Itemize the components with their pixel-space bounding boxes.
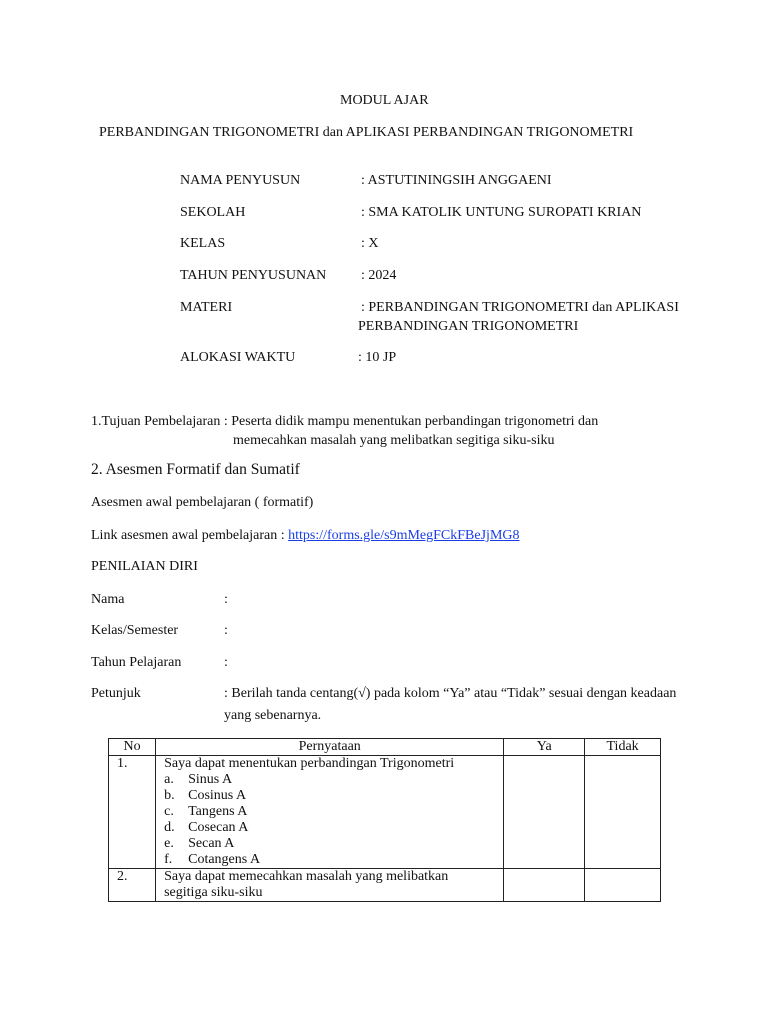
list-marker: e. bbox=[164, 836, 174, 851]
tujuan-line-1: 1.Tujuan Pembelajaran : Peserta didik mampu menentukan perbandingan trigonometri dan bbox=[91, 414, 599, 429]
identity-value-materi: : PERBANDINGAN TRIGONOMETRI dan APLIKASI bbox=[361, 300, 679, 315]
list-item bbox=[164, 820, 503, 836]
asesmen-link-label: Link asesmen awal pembelajaran : bbox=[91, 528, 289, 543]
field-colon-tahun-pelajaran: : bbox=[224, 655, 228, 670]
penilaian-diri-table bbox=[108, 738, 661, 902]
identity-value-materi-cont: PERBANDINGAN TRIGONOMETRI bbox=[358, 319, 579, 334]
identity-label-tahun: TAHUN PENYUSUNAN bbox=[180, 268, 327, 283]
petunjuk-line-2: yang sebenarnya. bbox=[224, 708, 322, 723]
table-header-ya: Ya bbox=[504, 739, 585, 756]
list-item bbox=[164, 788, 503, 804]
option-text: Cosinus A bbox=[188, 788, 247, 803]
document-subtitle: PERBANDINGAN TRIGONOMETRI dan APLIKASI PERBANDINGAN TRIGONOMETRI bbox=[99, 125, 634, 140]
table-header-no: No bbox=[109, 739, 156, 756]
row-statement: Saya dapat memecahkan masalah yang melibatkan bbox=[164, 869, 449, 884]
list-item bbox=[164, 772, 503, 788]
identity-value-kelas: : X bbox=[361, 236, 379, 251]
row-statement-cell bbox=[156, 869, 504, 902]
identity-value-nama: : ASTUTININGSIH ANGGAENI bbox=[361, 173, 552, 188]
list-marker: d. bbox=[164, 820, 175, 835]
table-row bbox=[109, 869, 661, 902]
asesmen-link[interactable]: https://forms.gle/s9mMegFCkFBeJjMG8 bbox=[288, 528, 520, 543]
list-item bbox=[164, 836, 503, 852]
field-label-kelas-semester: Kelas/Semester bbox=[91, 623, 179, 638]
identity-label-kelas: KELAS bbox=[180, 236, 226, 251]
option-text: Tangens A bbox=[188, 804, 248, 819]
list-marker: c. bbox=[164, 804, 174, 819]
tidak-checkbox-cell[interactable] bbox=[585, 756, 661, 869]
row-statement-cont: segitiga siku-siku bbox=[164, 885, 263, 900]
row-number: 1. bbox=[109, 756, 156, 869]
ya-checkbox-cell[interactable] bbox=[504, 756, 585, 869]
field-colon-nama: : bbox=[224, 592, 228, 607]
tidak-checkbox-cell[interactable] bbox=[585, 869, 661, 902]
field-label-tahun-pelajaran: Tahun Pelajaran bbox=[91, 655, 182, 670]
tujuan-line-2: memecahkan masalah yang melibatkan segitiga siku-siku bbox=[233, 433, 555, 448]
identity-label-nama: NAMA PENYUSUN bbox=[180, 173, 301, 188]
row-statement-cell bbox=[156, 756, 504, 869]
list-marker: a. bbox=[164, 772, 174, 787]
table-header-pernyataan: Pernyataan bbox=[156, 739, 504, 756]
list-item bbox=[164, 852, 503, 868]
field-label-nama: Nama bbox=[91, 592, 125, 607]
identity-label-alokasi: ALOKASI WAKTU bbox=[180, 350, 296, 365]
field-colon-kelas-semester: : bbox=[224, 623, 228, 638]
option-text: Sinus A bbox=[188, 772, 233, 787]
options-list bbox=[164, 772, 503, 868]
table-row bbox=[109, 756, 661, 869]
ya-checkbox-cell[interactable] bbox=[504, 869, 585, 902]
identity-value-tahun: : 2024 bbox=[361, 268, 397, 283]
asesmen-awal-text: Asesmen awal pembelajaran ( formatif) bbox=[91, 495, 314, 510]
identity-value-sekolah: : SMA KATOLIK UNTUNG SUROPATI KRIAN bbox=[361, 205, 642, 220]
row-number: 2. bbox=[109, 869, 156, 902]
row-statement: Saya dapat menentukan perbandingan Trigonometri bbox=[164, 756, 455, 771]
asesmen-link-line bbox=[91, 528, 520, 544]
option-text: Cotangens A bbox=[188, 852, 261, 867]
table-header-row bbox=[109, 739, 661, 756]
petunjuk-label: Petunjuk bbox=[91, 686, 141, 701]
identity-label-sekolah: SEKOLAH bbox=[180, 205, 246, 220]
option-text: Cosecan A bbox=[188, 820, 249, 835]
list-item bbox=[164, 804, 503, 820]
section-2-heading: 2. Asesmen Formatif dan Sumatif bbox=[91, 461, 300, 478]
list-marker: b. bbox=[164, 788, 175, 803]
penilaian-diri-heading: PENILAIAN DIRI bbox=[91, 559, 198, 574]
option-text: Secan A bbox=[188, 836, 235, 851]
table-header-tidak: Tidak bbox=[585, 739, 661, 756]
identity-label-materi: MATERI bbox=[180, 300, 233, 315]
document-title: MODUL AJAR bbox=[340, 93, 429, 108]
identity-value-alokasi: : 10 JP bbox=[358, 350, 397, 365]
petunjuk-line-1: : Berilah tanda centang(√) pada kolom “Ya” atau “Tidak” sesuai dengan keadaan bbox=[224, 686, 677, 701]
list-marker: f. bbox=[164, 852, 173, 867]
